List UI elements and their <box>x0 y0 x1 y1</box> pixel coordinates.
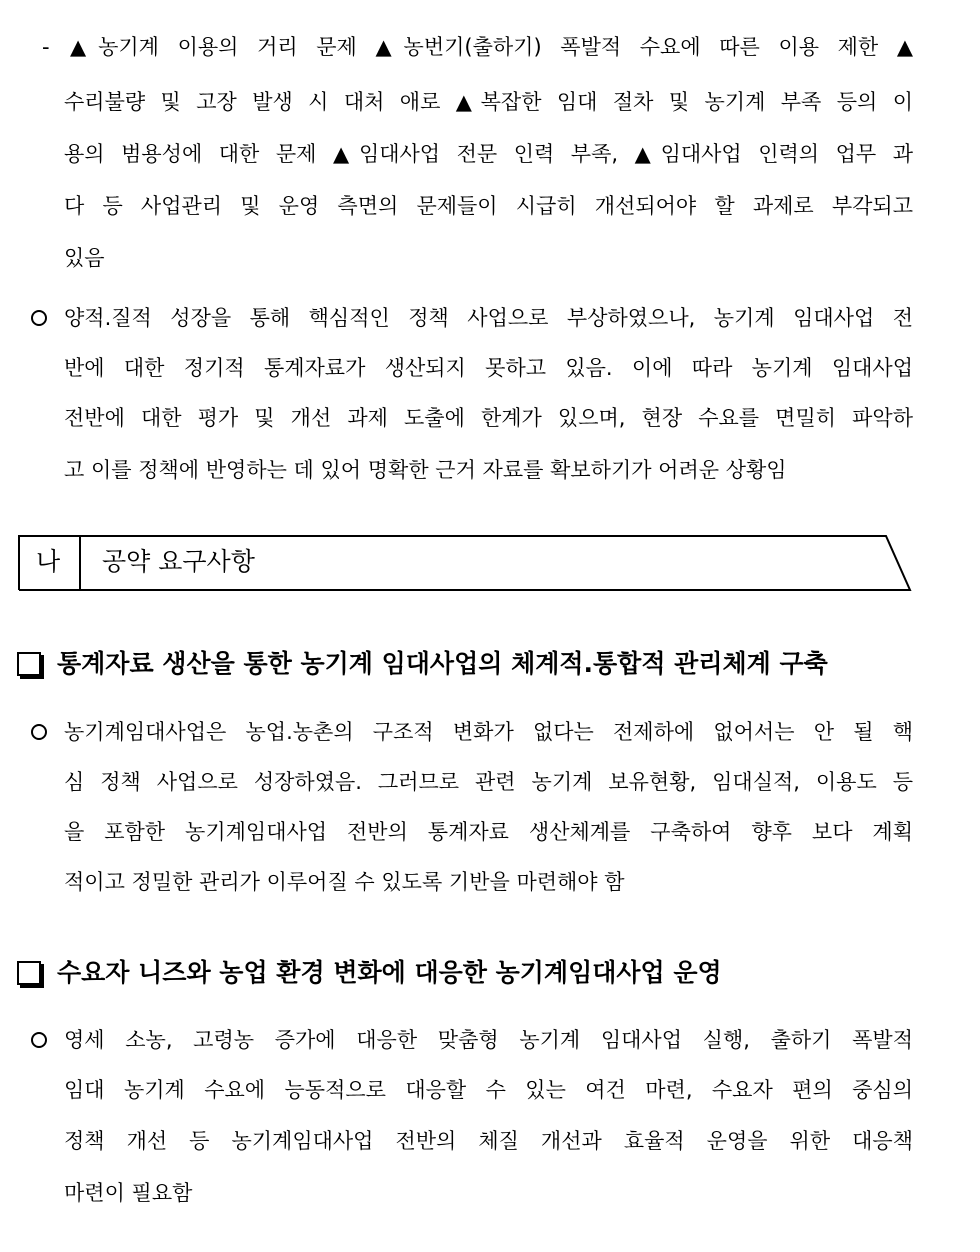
dash-bullet: - <box>42 35 50 59</box>
intro-line-1: ▲농기계 이용의 거리 문제 ▲농번기(출하기) 폭발적 수요에 따른 이용 제한 ▲ <box>70 35 913 59</box>
circle-bullet-icon <box>31 1032 47 1048</box>
intro-line-5: 있음 <box>64 246 105 270</box>
checkbox-square-icon <box>17 652 41 676</box>
para1-line-2: 반에 대한 정기적 통계자료가 생산되지 못하고 있음. 이에 따라 농기계 임대사업 <box>64 356 913 380</box>
para3-line-4: 마련이 필요함 <box>64 1181 193 1205</box>
intro-line-4: 다 등 사업관리 및 운영 측면의 문제들이 시급히 개선되어야 할 과제로 부각되고 <box>64 194 913 218</box>
heading-1-text: 통계자료 생산을 통한 농기계 임대사업의 체계적.통합적 관리체계 구축 <box>57 649 828 678</box>
circle-bullet-icon <box>31 724 47 740</box>
heading-2-text: 수요자 니즈와 농업 환경 변화에 대응한 농기계임대사업 운영 <box>57 958 722 987</box>
para2-line-4: 적이고 정밀한 관리가 이루어질 수 있도록 기반을 마련해야 함 <box>64 870 625 894</box>
para1-line-4: 고 이를 정책에 반영하는 데 있어 명확한 근거 자료를 확보하기가 어려운 상황임 <box>64 458 787 482</box>
section-letter: 나 <box>36 547 61 576</box>
para2-line-3: 을 포함한 농기계임대사업 전반의 통계자료 생산체계를 구축하여 향후 보다 계획 <box>64 820 913 844</box>
para1-line-3: 전반에 대한 평가 및 개선 과제 도출에 한계가 있으며, 현장 수요를 면밀히 파악하 <box>64 406 913 430</box>
para3-line-2: 임대 농기계 수요에 능동적으로 대응할 수 있는 여건 마련, 수요자 편의 중심의 <box>64 1078 913 1102</box>
para3-line-3: 정책 개선 등 농기계임대사업 전반의 체질 개선과 효율적 운영을 위한 대응책 <box>64 1129 913 1153</box>
para2-line-1: 농기계임대사업은 농업.농촌의 구조적 변화가 없다는 전제하에 없어서는 안 될 핵 <box>64 720 913 744</box>
para1-line-1: 양적.질적 성장을 통해 핵심적인 정책 사업으로 부상하였으나, 농기계 임대사업 전 <box>64 306 913 330</box>
circle-bullet-icon <box>31 310 47 326</box>
para3-line-1: 영세 소농, 고령농 증가에 대응한 맞춤형 농기계 임대사업 실행, 출하기 폭발적 <box>64 1028 913 1052</box>
intro-line-2: 수리불량 및 고장 발생 시 대처 애로 ▲복잡한 임대 절차 및 농기계 부족 등의 이 <box>64 90 913 114</box>
para2-line-2: 심 정책 사업으로 성장하였음. 그러므로 관련 농기계 보유현황, 임대실적, 이용도 등 <box>64 770 913 794</box>
section-title: 공약 요구사항 <box>102 547 255 576</box>
checkbox-square-icon <box>17 961 41 985</box>
section-header-tab <box>18 535 914 592</box>
intro-line-3: 용의 범용성에 대한 문제 ▲임대사업 전문 인력 부족, ▲임대사업 인력의 업무 과 <box>64 142 913 166</box>
